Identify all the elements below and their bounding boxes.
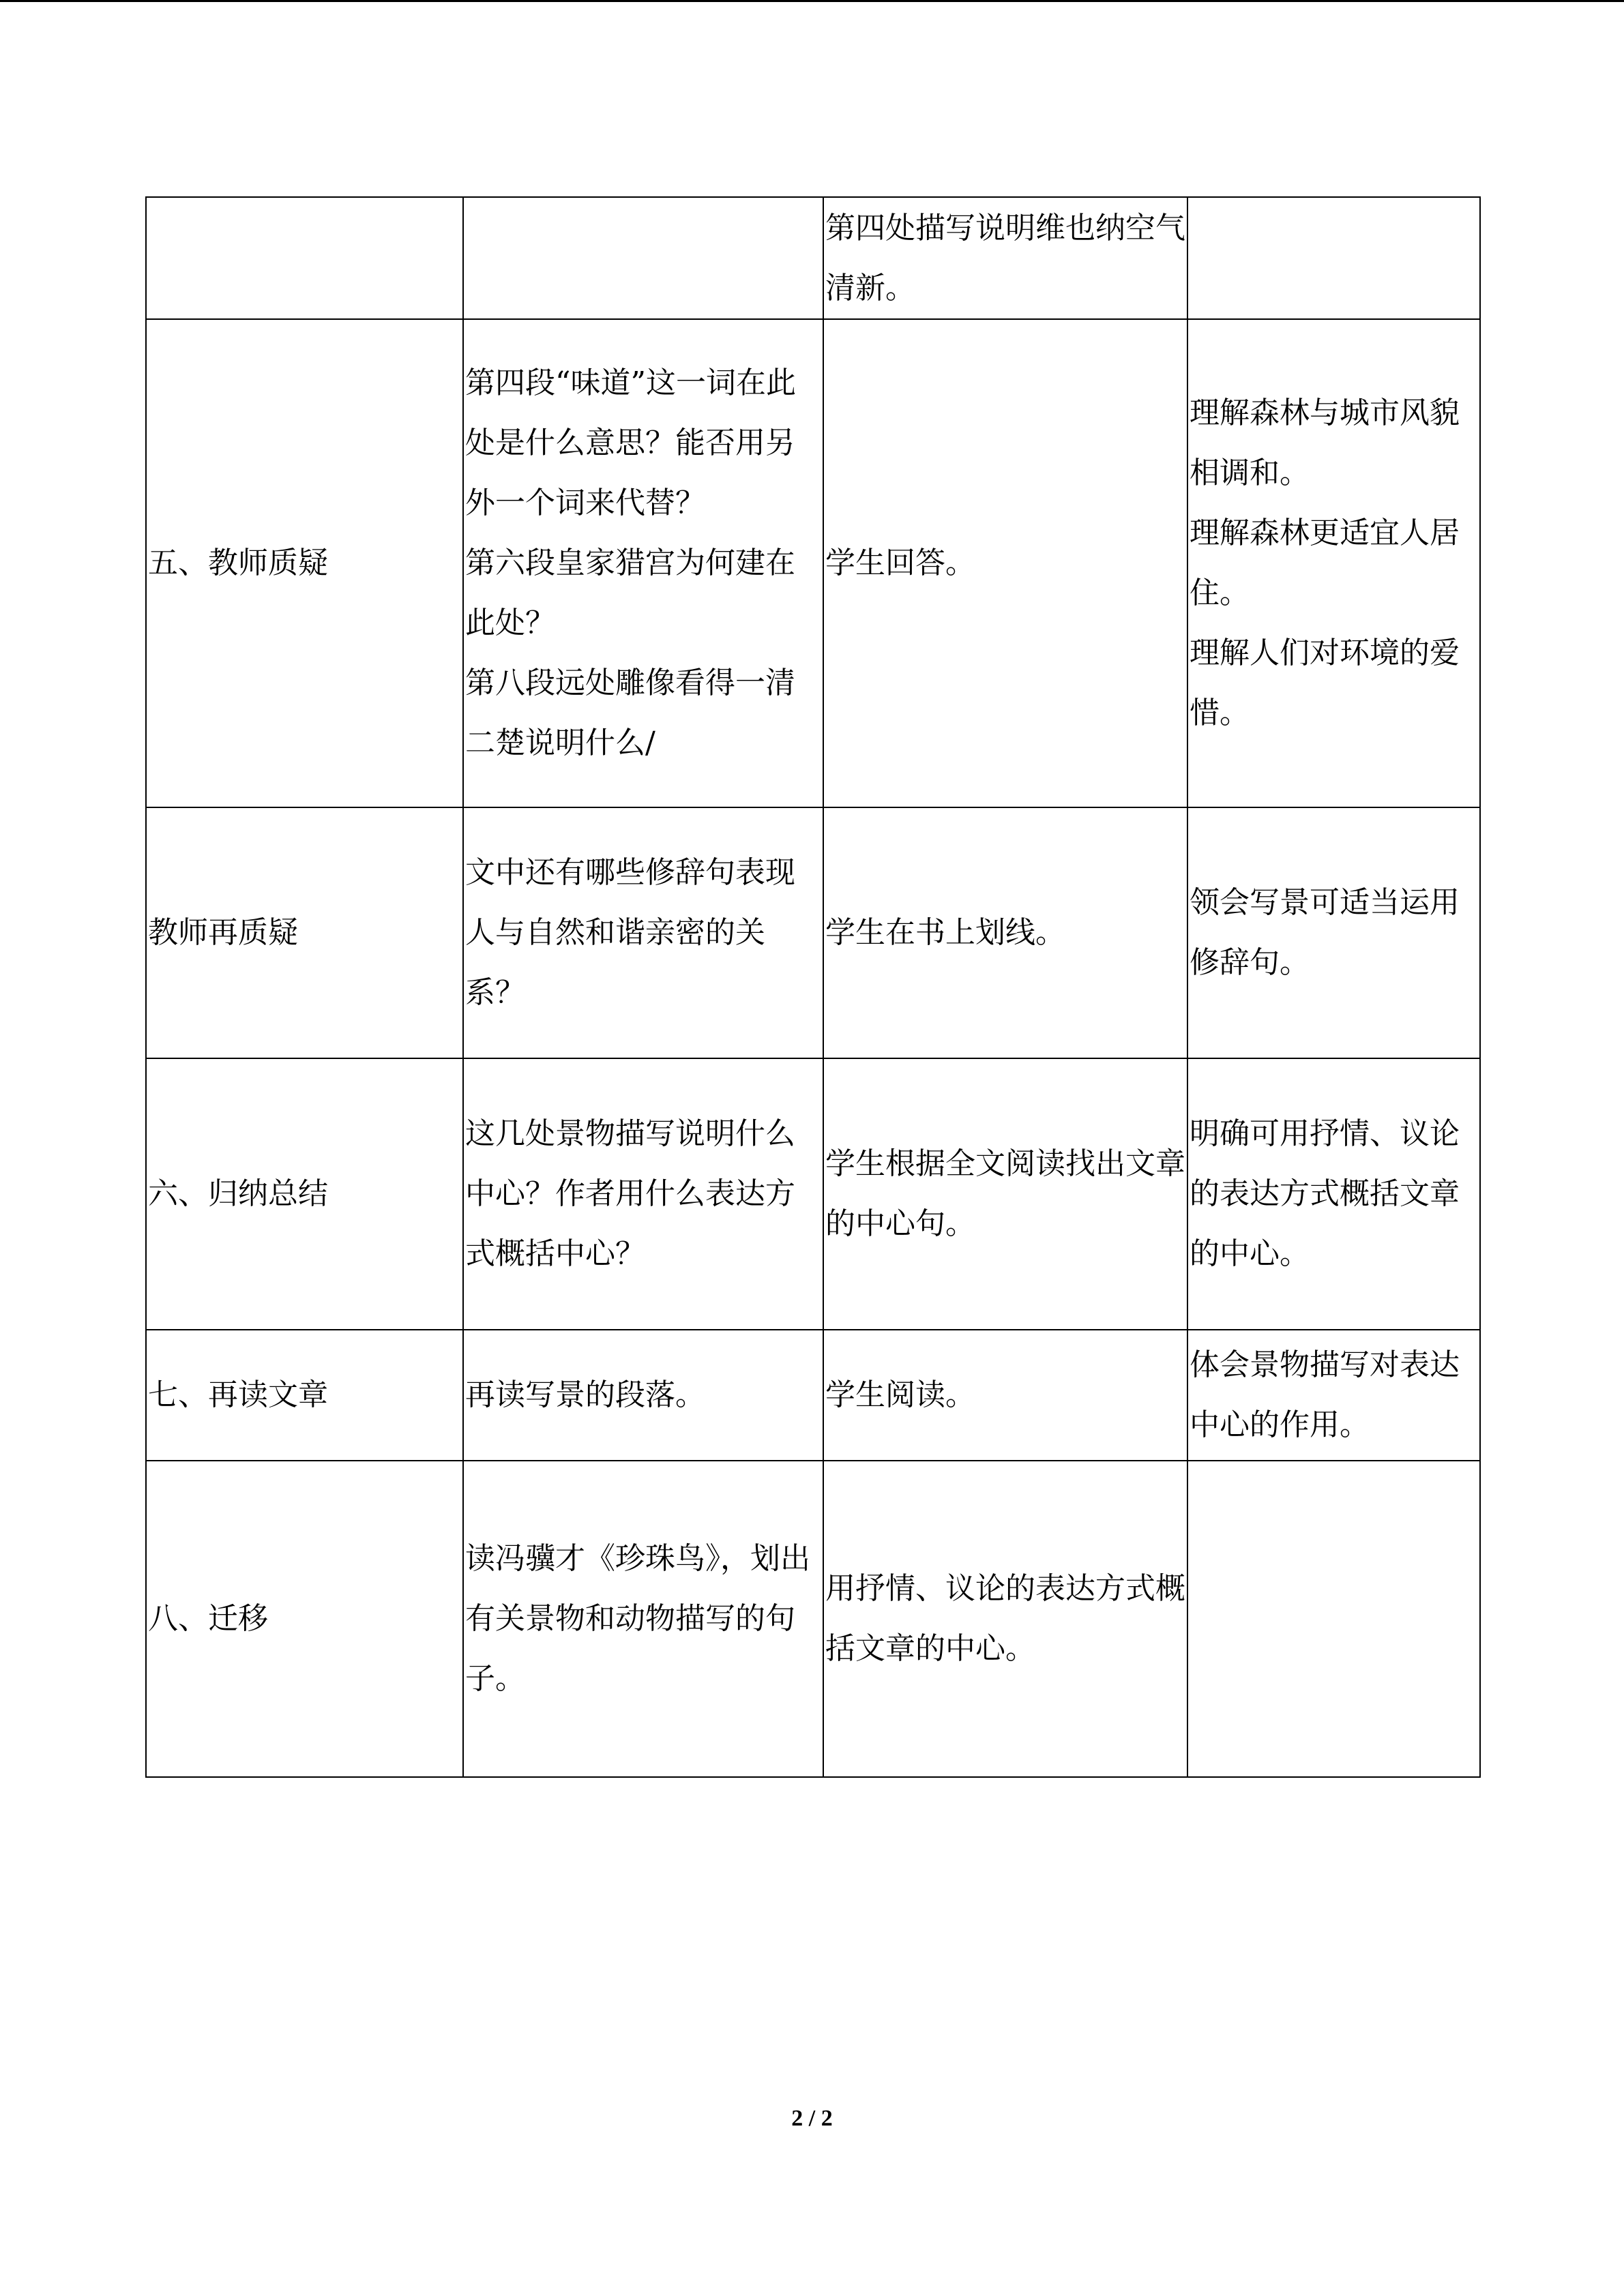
table-row <box>146 319 1480 807</box>
teacher-activity-cell: 再读写景的段落。 <box>463 1330 823 1461</box>
teacher-activity-cell: 读冯骥才《珍珠鸟》，划出有关景物和动物描写的句子。 <box>463 1461 823 1777</box>
design-intent-cell <box>1187 197 1480 319</box>
student-activity-cell: 学生阅读。 <box>823 1330 1187 1461</box>
page-number: 2 / 2 <box>791 2106 833 2131</box>
stage-cell: 五、教师质疑 <box>146 319 463 807</box>
page-top-border <box>0 0 1624 2</box>
student-activity-cell: 学生回答。 <box>823 319 1187 807</box>
lesson-plan-table <box>145 196 1481 1778</box>
table-row <box>146 1058 1480 1330</box>
teacher-activity-cell: 这几处景物描写说明什么中心？作者用什么表达方式概括中心？ <box>463 1058 823 1330</box>
student-activity-cell: 学生在书上划线。 <box>823 807 1187 1058</box>
table-row <box>146 807 1480 1058</box>
teacher-activity-cell: 第四段“味道”这一词在此处是什么意思？能否用另外一个词来代替？ 第六段皇家猎宫为何建在此处？ 第八段远处雕像看得一清二楚说明什么/ <box>463 319 823 807</box>
design-intent-cell: 明确可用抒情、议论的表达方式概括文章的中心。 <box>1187 1058 1480 1330</box>
stage-cell: 六、归纳总结 <box>146 1058 463 1330</box>
table-row <box>146 1461 1480 1777</box>
stage-cell: 八、迁移 <box>146 1461 463 1777</box>
design-intent-cell: 理解森林与城市风貌相调和。 理解森林更适宜人居住。 理解人们对环境的爱惜。 <box>1187 319 1480 807</box>
table-row <box>146 1330 1480 1461</box>
design-intent-cell: 领会写景可适当运用修辞句。 <box>1187 807 1480 1058</box>
design-intent-cell <box>1187 1461 1480 1777</box>
design-intent-cell: 体会景物描写对表达中心的作用。 <box>1187 1330 1480 1461</box>
stage-cell <box>146 197 463 319</box>
student-activity-cell: 学生根据全文阅读找出文章的中心句。 <box>823 1058 1187 1330</box>
teacher-activity-cell: 文中还有哪些修辞句表现人与自然和谐亲密的关系？ <box>463 807 823 1058</box>
student-activity-cell: 用抒情、议论的表达方式概括文章的中心。 <box>823 1461 1187 1777</box>
stage-cell: 七、再读文章 <box>146 1330 463 1461</box>
teacher-activity-cell <box>463 197 823 319</box>
student-activity-cell: 第四处描写说明维也纳空气清新。 <box>823 197 1187 319</box>
stage-cell: 教师再质疑 <box>146 807 463 1058</box>
table-row <box>146 197 1480 319</box>
